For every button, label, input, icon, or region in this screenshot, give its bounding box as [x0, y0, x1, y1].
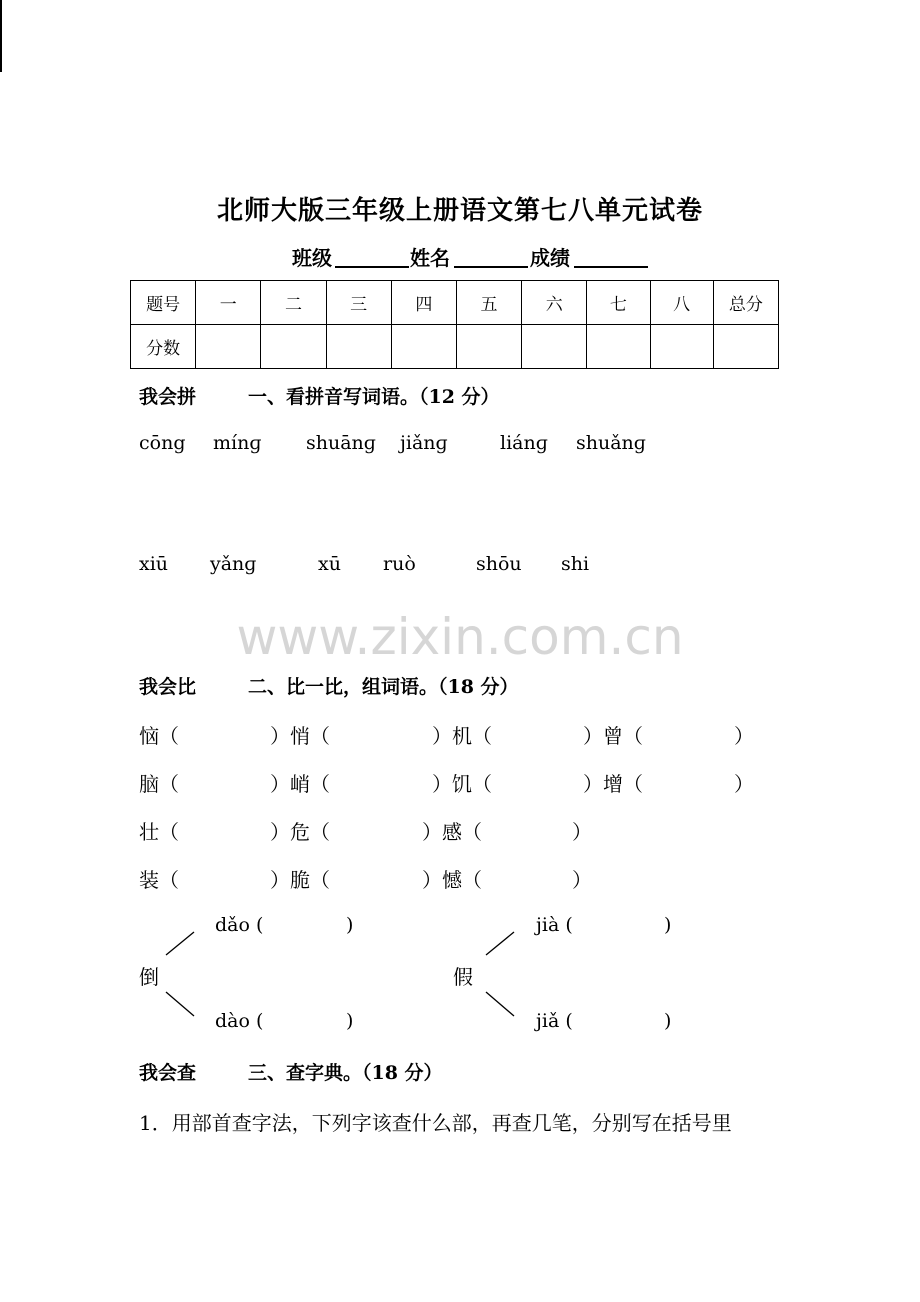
compare-item: ）: [572, 868, 592, 892]
compare-item: ）憾（: [422, 868, 482, 892]
section1-tag: 我会拼: [139, 386, 197, 408]
table-header-cell: 七: [587, 281, 650, 325]
pinyin-item: jiǎnɡ: [400, 432, 448, 454]
polyphone-char-dao: 倒: [139, 965, 159, 989]
compare-item: ）增（: [583, 772, 643, 796]
compare-item: ）感（: [422, 820, 482, 844]
table-header-cell: 八: [650, 281, 713, 325]
compare-item: ）: [572, 820, 592, 844]
compare-item: ）脆（: [270, 868, 330, 892]
polyphone-close: ): [664, 1010, 672, 1032]
polyphone-close: ): [346, 914, 354, 936]
compare-item: ）饥（: [432, 772, 492, 796]
pinyin-item: liánɡ: [500, 432, 548, 454]
watermark: www.zixin.com.cn: [236, 608, 684, 666]
pinyin-item: mínɡ: [213, 432, 262, 454]
page-title: 北师大版三年级上册语文第七八单元试卷: [216, 196, 703, 226]
pinyin-item: shuǎnɡ: [576, 432, 646, 454]
table-header-cell: 五: [456, 281, 521, 325]
polyphone-close: ): [346, 1010, 354, 1032]
table-header-cell: 六: [522, 281, 587, 325]
compare-item: 壮（: [139, 820, 179, 844]
section3-tag: 我会查: [139, 1062, 197, 1084]
compare-item: ）危（: [270, 820, 330, 844]
polyphone-close: ): [664, 914, 672, 936]
compare-item: ）曾（: [583, 724, 643, 748]
compare-item: ）悄（: [270, 724, 330, 748]
polyphone-dao3: dǎo (: [215, 914, 264, 936]
section3-question-1: 1．用部首查字法，下列字该查什么部，再查几笔，分别写在括号里: [139, 1111, 732, 1135]
pinyin-item: ruò: [383, 553, 416, 575]
pinyin-item: xū: [318, 553, 341, 575]
pinyin-item: shi: [561, 553, 590, 575]
table-row-label: 分数: [131, 325, 196, 369]
polyphone-char-jia: 假: [453, 965, 473, 989]
compare-item: ）: [734, 772, 754, 796]
compare-item: 脑（: [139, 772, 179, 796]
table-header-cell: 总分: [713, 281, 778, 325]
polyphone-jia3: jiǎ (: [536, 1010, 573, 1032]
section3-heading: 三、查字典。（18 分）: [248, 1062, 443, 1084]
table-header-cell: 三: [326, 281, 391, 325]
table-header-cell: 二: [261, 281, 326, 325]
polyphone-jia4: jià (: [536, 914, 573, 936]
branch-line: [166, 992, 194, 1016]
polyphone-dao4: dào (: [215, 1010, 264, 1032]
compare-item: 装（: [139, 868, 179, 892]
pinyin-item: yǎnɡ: [210, 553, 257, 575]
table-header-cell: 题号: [131, 281, 196, 325]
compare-item: ）机（: [432, 724, 492, 748]
compare-item: ）: [734, 724, 754, 748]
compare-item: ）峭（: [270, 772, 330, 796]
branch-line: [486, 932, 514, 955]
pinyin-item: xiū: [139, 553, 169, 575]
section2-heading: 二、比一比，组词语。（18 分）: [248, 676, 519, 698]
pinyin-item: shuānɡ: [306, 432, 376, 454]
class-label: 班级: [292, 246, 332, 270]
name-label: 姓名: [410, 246, 450, 270]
score-label: 成绩: [530, 246, 570, 270]
section2-tag: 我会比: [139, 676, 197, 698]
branch-line: [166, 932, 194, 955]
pinyin-item: shōu: [476, 553, 522, 575]
table-header-cell: 一: [196, 281, 261, 325]
table-header-cell: 四: [391, 281, 456, 325]
section1-heading: 一、看拼音写词语。（12 分）: [248, 386, 500, 408]
branch-line: [486, 992, 514, 1016]
compare-item: 恼（: [139, 724, 179, 748]
pinyin-item: cōng: [139, 432, 186, 454]
